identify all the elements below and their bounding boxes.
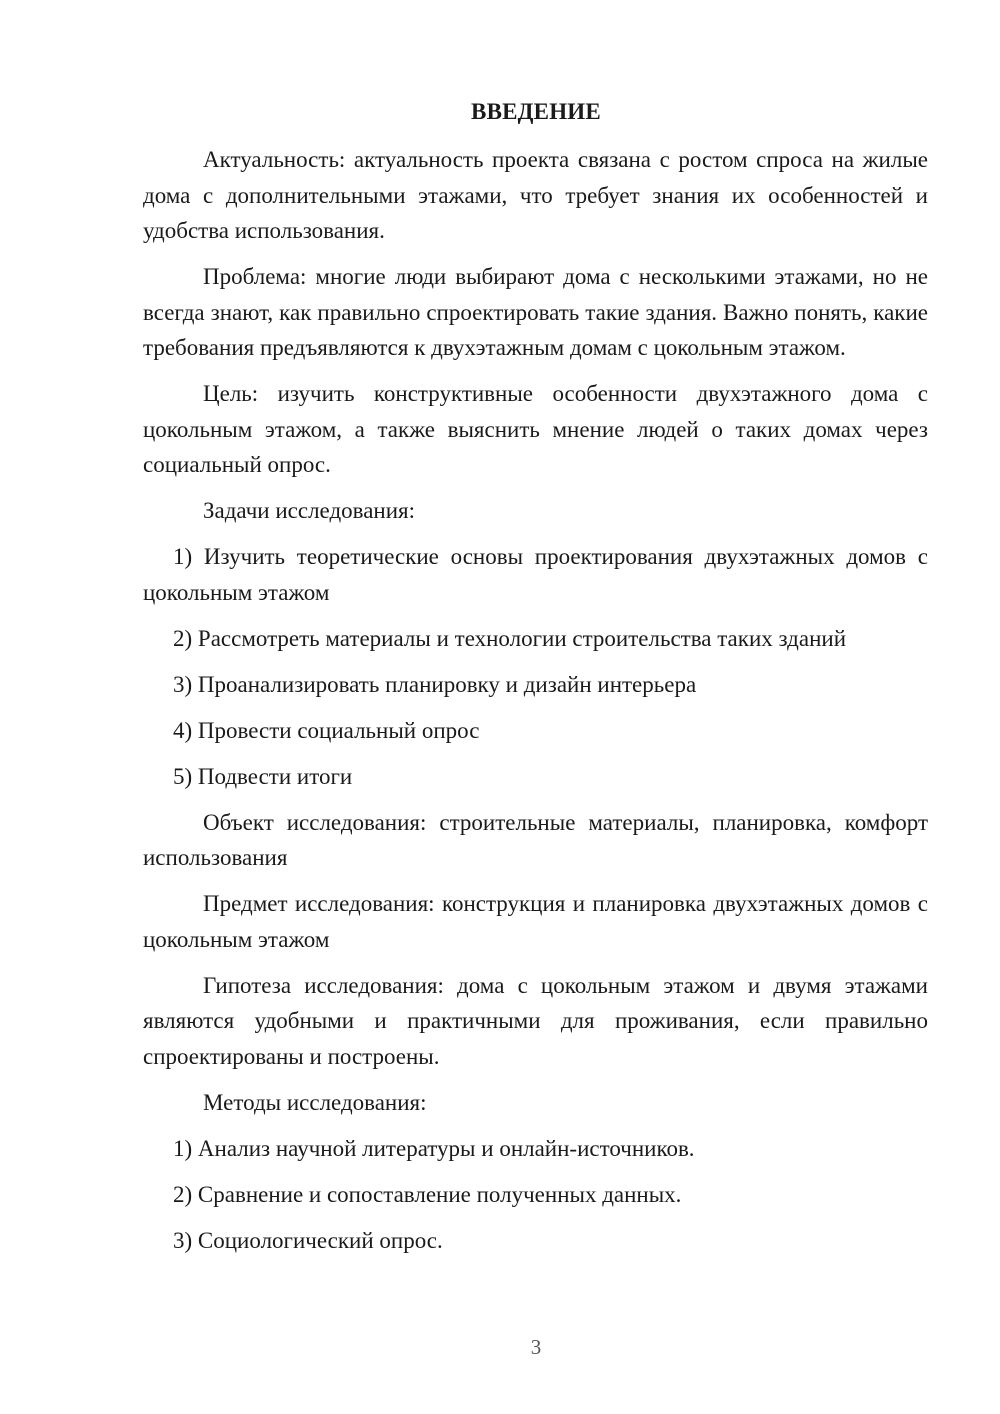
subject-paragraph: Предмет исследования: конструкция и планировка двухэтажных домов с цокольным этажом	[143, 891, 928, 952]
hypothesis-paragraph: Гипотеза исследования: дома с цокольным этажом и двумя этажами являются удобными и практичными для проживания, если правильно спроектированы и построены.	[143, 972, 928, 1069]
problem-paragraph: Проблема: многие люди выбирают дома с несколькими этажами, но не всегда знают, как правильно спроектировать такие здания. Важно понять, какие требования предъявляются к двухэтажным домам с цокольным этажом.	[143, 264, 928, 360]
methods-heading: Методы исследования:	[203, 1089, 427, 1115]
section-title: ВВЕДЕНИЕ	[471, 99, 601, 124]
method-item-3: 3) Социологический опрос.	[173, 1227, 443, 1253]
task-item-4: 4) Провести социальный опрос	[173, 717, 480, 743]
task-item-1: 1) Изучить теоретические основы проектирования двухэтажных домов с цокольным этажом	[143, 544, 928, 605]
method-item-1: 1) Анализ научной литературы и онлайн-источников.	[173, 1135, 695, 1161]
task-item-3: 3) Проанализировать планировку и дизайн интерьера	[173, 671, 697, 697]
method-item-2: 2) Сравнение и сопоставление полученных данных.	[173, 1181, 682, 1207]
task-item-2: 2) Рассмотреть материалы и технологии строительства таких зданий	[173, 625, 847, 651]
task-item-5: 5) Подвести итоги	[173, 763, 353, 789]
object-paragraph: Объект исследования: строительные материалы, планировка, комфорт использования	[143, 809, 928, 870]
relevance-paragraph: Актуальность: актуальность проекта связана с ростом спроса на жилые дома с дополнительными этажами, что требует знания их особенностей и удобства использования.	[143, 147, 928, 243]
goal-paragraph: Цель: изучить конструктивные особенности двухэтажного дома с цокольным этажом, а также выяснить мнение людей о таких домах через социальный опрос.	[143, 381, 928, 477]
document-body	[143, 142, 928, 1269]
page-number: 3	[530, 1335, 542, 1359]
tasks-heading: Задачи исследования:	[203, 498, 416, 523]
